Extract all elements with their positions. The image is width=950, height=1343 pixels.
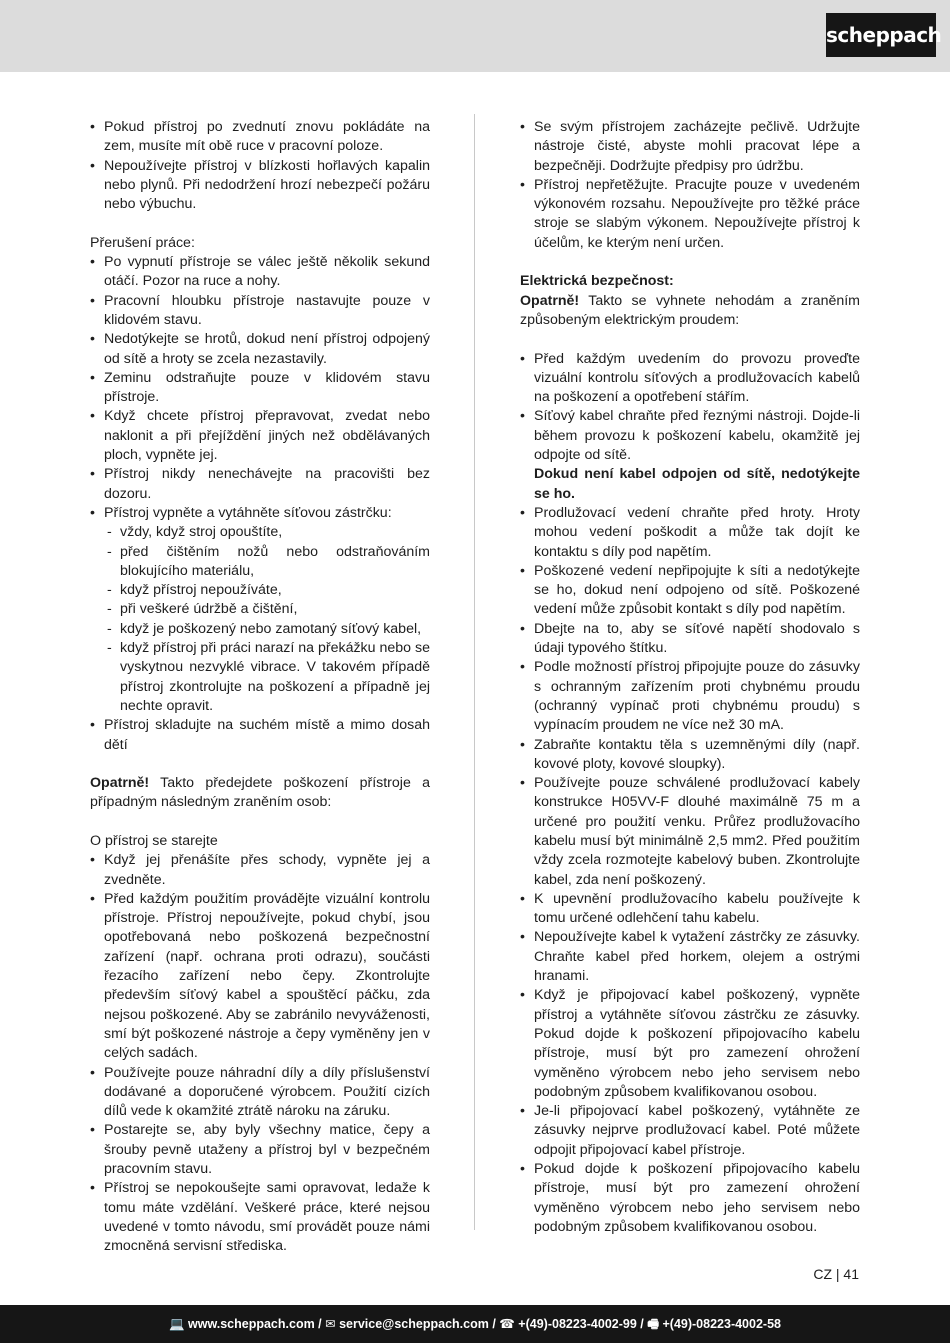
list-item: • Přístroj se nepokoušejte sami opravovat, ledaže k tomu máte vzdělání. Veškeré práce, které nejsou uvedené v tomto návodu, smí provádět pouze námi zmocněná servisní střediska. <box>90 1179 430 1256</box>
right-column <box>520 118 860 1237</box>
caution-text: Takto předejdete poškození přístroje a případným následným zraněním osob: <box>90 775 430 811</box>
list-item: • Se svým přístrojem zacházejte pečlivě. Udržujte nástroje čisté, abyste mohli pracovat lépe a bezpečněji. Dodržujte předpisy pro údržbu. <box>520 118 860 176</box>
list-item: • Je-li připojovací kabel poškozený, vytáhněte ze zásuvky nejprve prodlužovací kabel. Poté můžete odpojit připojovací kabel přístroje. <box>520 1102 860 1160</box>
list-item: • Prodlužovací vedení chraňte před hroty. Hroty mohou vedení poškodit a může tak dojít ke kontaktu s díly pod napětím. <box>520 504 860 562</box>
list-item: • Pokud přístroj po zvednutí znovu pokládáte na zem, musíte mít obě ruce v pracovní poloze. <box>90 118 430 157</box>
warning-text: Dokud není kabel odpojen od sítě, nedotýkejte se ho. <box>534 466 860 502</box>
section-heading: O přístroj se starejte <box>90 832 218 849</box>
list-item: • Poškozené vedení nepřipojujte k síti a nedotýkejte se ho, dokud není odpojeno od sítě. Poškozené vedení může způsobit kontakt s díly pod napětím. <box>520 562 860 620</box>
list-item: • K upevnění prodlužovacího kabelu používejte k tomu určené odlehčení tahu kabelu. <box>520 890 860 929</box>
sub-list-item: - při veškeré údržbě a čištění, <box>90 600 430 619</box>
caution-label: Opatrně! <box>520 292 580 309</box>
caution-label: Opatrně! <box>90 775 150 792</box>
section-heading: Elektrická bezpečnost: <box>520 273 674 290</box>
list-item: • Když chcete přístroj přepravovat, zvedat nebo naklonit a při přejíždění jiných než obdělávaných ploch, vypněte jej. <box>90 407 430 465</box>
list-item: • Přístroj nikdy nenechávejte na pracovišti bez dozoru. <box>90 465 430 504</box>
caution-text: Takto se vyhnete nehodám a zraněním způsobeným elektrickým proudem: <box>520 292 860 328</box>
list-item: • Před každým uvedením do provozu proveďte vizuální kontrolu síťových a prodlužovacích kabelů na poškození a opotřebení stářím. <box>520 350 860 408</box>
list-item: • Používejte pouze náhradní díly a díly příslušenství dodávané a doporučené výrobcem. Použití cizích dílů vede k okamžité ztrátě nároku na záruku. <box>90 1064 430 1122</box>
list-item: • Přístroj skladujte na suchém místě a mimo dosah dětí <box>90 716 430 755</box>
sub-list-item: - když přístroj nepoužíváte, <box>90 581 430 600</box>
list-item: • Nepoužívejte kabel k vytažení zástrčky ze zásuvky. Chraňte kabel před horkem, olejem a ostrými hranami. <box>520 928 860 986</box>
list-item: • Pokud dojde k poškození připojovacího kabelu přístroje, musí být pro zamezení ohrožení vyměněno výrobcem nebo jeho servisem nebo podobným způsobem kvalifikovanou osobou. <box>520 1160 860 1237</box>
sub-list-item: - vždy, když stroj opouštíte, <box>90 523 430 542</box>
list-item: • Podle možností přístroj připojujte pouze do zásuvky s ochranným zařízením proti chybnému proudu (ochranný vypínač proti chybnému proudu) s vypínacím proudem ne více než 30 mA. <box>520 658 860 735</box>
phone-number: ☎ +(49)-08223-4002-99 <box>499 1317 637 1331</box>
caution-paragraph <box>520 292 860 331</box>
fax-number: 🖷 +(49)-08223-4002-58 <box>647 1317 781 1331</box>
list-item: • Síťový kabel chraňte před řeznými nástroji. Dojde-li během provozu k poškození kabelu, okamžitě jej odpojte od sítě. <box>520 407 860 465</box>
left-column <box>90 118 430 1257</box>
list-item: • Když je připojovací kabel poškozený, vypněte přístroj a vytáhněte síťovou zástrčku ze zásuvky. Pokud dojde k poškození připojovacího kabelu přístroje, musí být pro zamezení ohrožení vyměněno výrobcem nebo jeho servisem nebo podobným způsobem kvalifikovanou osobou. <box>520 986 860 1102</box>
list-item: • Přístroj nepřetěžujte. Pracujte pouze v uvedeném výkonovém rozsahu. Nepoužívejte pro těžké práce stroje se slabým výkonem. Nepoužívejte přístroj k účelům, ke kterým není určen. <box>520 176 860 253</box>
list-item: • Dbejte na to, aby se síťové napětí shodovalo s údaji typového štítku. <box>520 620 860 659</box>
sub-list-item: - když přístroj při práci narazí na překážku nebo se vyskytnou nezvyklé vibrace. V takovém případě přístroj zkontrolujte na poškození a případně jej nechte opravit. <box>90 639 430 716</box>
list-item: • Postarejte se, aby byly všechny matice, čepy a šrouby pevně utaženy a přístroj byl v bezpečném pracovním stavu. <box>90 1121 430 1179</box>
sub-list-item: - když je poškozený nebo zamotaný síťový kabel, <box>90 620 430 639</box>
section-heading: Přerušení práce: <box>90 234 195 251</box>
caution-paragraph <box>90 774 430 813</box>
list-item: • Když jej přenášíte přes schody, vypněte jej a zvedněte. <box>90 851 430 890</box>
brand-logo: scheppach <box>826 13 936 57</box>
list-item: • Zabraňte kontaktu těla s uzemněnými díly (např. kovové ploty, kovové sloupky). <box>520 736 860 775</box>
list-item: • Před každým použitím provádějte vizuální kontrolu přístroje. Přístroj nepoužívejte, pokud chybí, jsou opotřebovaná nebo poškozená bezpečnostní zařízení (např. ochrana proti odrazu), součásti řezacího zařízení nebo čepy. Zkontrolujte především síťový kabel a spouštěcí páčku, zda nejsou poškozené. Aby se zabránilo nevyváženosti, smí být poškozené nástroje a čepy vyměněny jen v celých sadách. <box>90 890 430 1064</box>
email-link[interactable]: ✉ service@scheppach.com <box>325 1317 489 1331</box>
list-item: • Zeminu odstraňujte pouze v klidovém stavu přístroje. <box>90 369 430 408</box>
column-divider <box>474 114 475 1230</box>
list-item: • Nedotýkejte se hrotů, dokud není přístroj odpojený od sítě a hroty se zcela nezastavily. <box>90 330 430 369</box>
list-item: • Po vypnutí přístroje se válec ještě několik sekund otáčí. Pozor na ruce a nohy. <box>90 253 430 292</box>
list-item: • Používejte pouze schválené prodlužovací kabely konstrukce H05VV-F dlouhé maximálně 75 m a určené pro použití venku. Průřez prodlužovacího kabelu musí být minimálně 2,5 mm2. Před použitím vždy zcela rozmotejte kabelový buben. Zkontrolujte kabel, zda není poškozený. <box>520 774 860 890</box>
page-footer: 💻 www.scheppach.com / ✉ service@scheppach.com / ☎ +(49)-08223-4002-99 / 🖷 +(49)-08223-4002-58 <box>0 1305 950 1343</box>
page-header <box>0 0 950 72</box>
website-link[interactable]: 💻 www.scheppach.com <box>169 1317 315 1331</box>
list-item: • Nepoužívejte přístroj v blízkosti hořlavých kapalin nebo plynů. Při nedodržení hrozí nebezpečí požáru nebo výbuchu. <box>90 157 430 215</box>
page-number: CZ | 41 <box>813 1266 859 1282</box>
list-item: • Pracovní hloubku přístroje nastavujte pouze v klidovém stavu. <box>90 292 430 331</box>
sub-list-item: - před čištěním nožů nebo odstraňováním blokujícího materiálu, <box>90 543 430 582</box>
list-item: • Přístroj vypněte a vytáhněte síťovou zástrčku: <box>90 504 430 523</box>
